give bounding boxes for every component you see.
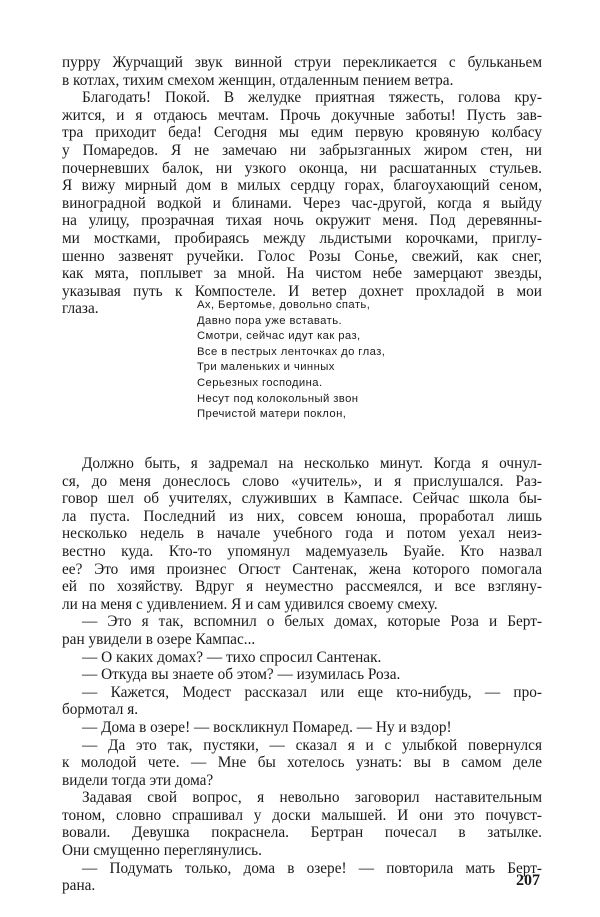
text-line: ся, до меня донеслось слово «учитель», и я прислушался. Раз- (62, 472, 542, 490)
poem-line: Несут под колокольный звон (197, 392, 359, 405)
text-line: Благодать! Покой. В желудке приятная тяжесть, голова кру- (82, 89, 542, 107)
text-line: Должно быть, я задремал на несколько минут. Когда я очнул- (82, 455, 542, 472)
text-line: в котлах, тихим смехом женщин, отдаленным пением ветра. (62, 71, 454, 89)
poem-line: Все в пестрых ленточках до глаз, (197, 345, 386, 358)
text-line: ли на меня с удивлением. Я и сам удивился своему смеху. (62, 595, 438, 613)
text-line: шенно зазвенят ручейки. Голос Розы Сонье, свежий, как снег, (62, 247, 542, 265)
text-line: вестно куда. Кто-то упомянул мадемуазель Буайе. Кто назвал (62, 542, 542, 560)
text-line: бормотал я. (62, 701, 139, 719)
text-line: ее? Это имя произнес Огюст Сантенак, жена которого помогала (62, 560, 542, 578)
text-line: тра приходит беда! Сегодня мы едим первую кровяную колбасу (62, 124, 542, 142)
text-line: жится, и я отдаюсь мечтам. Прочь докучные заботы! Пусть зав- (62, 106, 542, 124)
text-line: ла пуста. Последний из них, совсем юноша, проработал лишь (62, 507, 542, 525)
poem-line: Пречистой матери поклон, (197, 408, 347, 421)
text-line: — Подумать только, дома в озере! — повторила мать Берт- (82, 859, 542, 877)
prose-block-top (62, 54, 542, 318)
text-line: несколько недель в начале учебного года и потом уехал неиз- (62, 525, 542, 543)
text-line: — Это я так, вспомнил о белых домах, которые Роза и Берт- (82, 613, 542, 631)
prose-block-bottom (62, 455, 542, 895)
text-line: — Кажется, Модест рассказал или еще кто-нибудь, — про- (82, 683, 542, 701)
text-line: к молодой чете. — Мне бы хотелось узнать: вы в самом деле (62, 754, 542, 772)
text-line: рана. (62, 877, 96, 895)
text-line: ми мостками, пробираясь между льдистыми корочками, приглу- (62, 229, 542, 247)
text-line: глаза. (62, 300, 99, 318)
text-line: — Откуда вы знаете об этом? — изумилась Роза. (82, 666, 401, 684)
poem-line: Давно пора уже вставать. (197, 314, 343, 327)
text-line: — Да это так, пустяки, — сказал я и с улыбкой повернулся (82, 736, 542, 754)
text-line: вовали. Девушка покраснела. Бертран почесал в затылке. (62, 824, 542, 842)
text-line: — Дома в озере! — воскликнул Помаред. — Ну и вздор! (82, 718, 452, 736)
text-line: Они смущенно переглянулись. (62, 842, 262, 860)
text-line: — О каких домах? — тихо спросил Сантенак. (82, 648, 382, 666)
text-line: видели тогда эти дома? (62, 771, 214, 789)
text-line: почерневших балок, ни узкого оконца, ни расшатанных стульев. (62, 159, 542, 177)
page-number: 207 (516, 872, 540, 889)
poem-line: Ах, Бертомье, довольно спать, (197, 299, 371, 311)
poem-line: Смотри, сейчас идут как раз, (197, 330, 361, 343)
text-line: Я вижу мирный дом в милых сердцу горах, благоухающий сеном, (62, 177, 542, 195)
text-line: пурру Журчащий звук винной струи перекликается с бульканьем (62, 54, 542, 71)
text-line: тоном, словно спрашивал у доски малышей. И они это почувст- (62, 806, 542, 824)
text-line: ран увидели в озере Кампас... (62, 630, 256, 648)
text-line: на улицу, прозрачная тихая ночь окружит меня. Под деревянны- (62, 212, 542, 230)
text-line: виноградной водкой и блинами. Через час-другой, когда я выйду (62, 194, 542, 212)
poem-line: Три маленьких и чинных (197, 361, 335, 374)
text-line: говор шел об учителях, служивших в Кампасе. Сейчас школа бы- (62, 490, 542, 508)
text-line: у Помаредов. Я не замечаю ни забрызганных жиром стен, ни (62, 141, 542, 159)
text-line: Задавая свой вопрос, я невольно заговорил наставительным (82, 789, 542, 807)
text-line: ей по хозяйству. Вдруг я неуместно рассмеялся, и все взгляну- (62, 578, 542, 596)
poem-verse (197, 298, 385, 423)
poem-line: Серьезных господина. (197, 376, 323, 389)
text-line: указывая путь к Компостеле. И ветер дохнет прохладой в мои (62, 282, 542, 300)
text-line: как мята, поплывет за мной. На чистом небе замерцают звезды, (62, 265, 542, 283)
